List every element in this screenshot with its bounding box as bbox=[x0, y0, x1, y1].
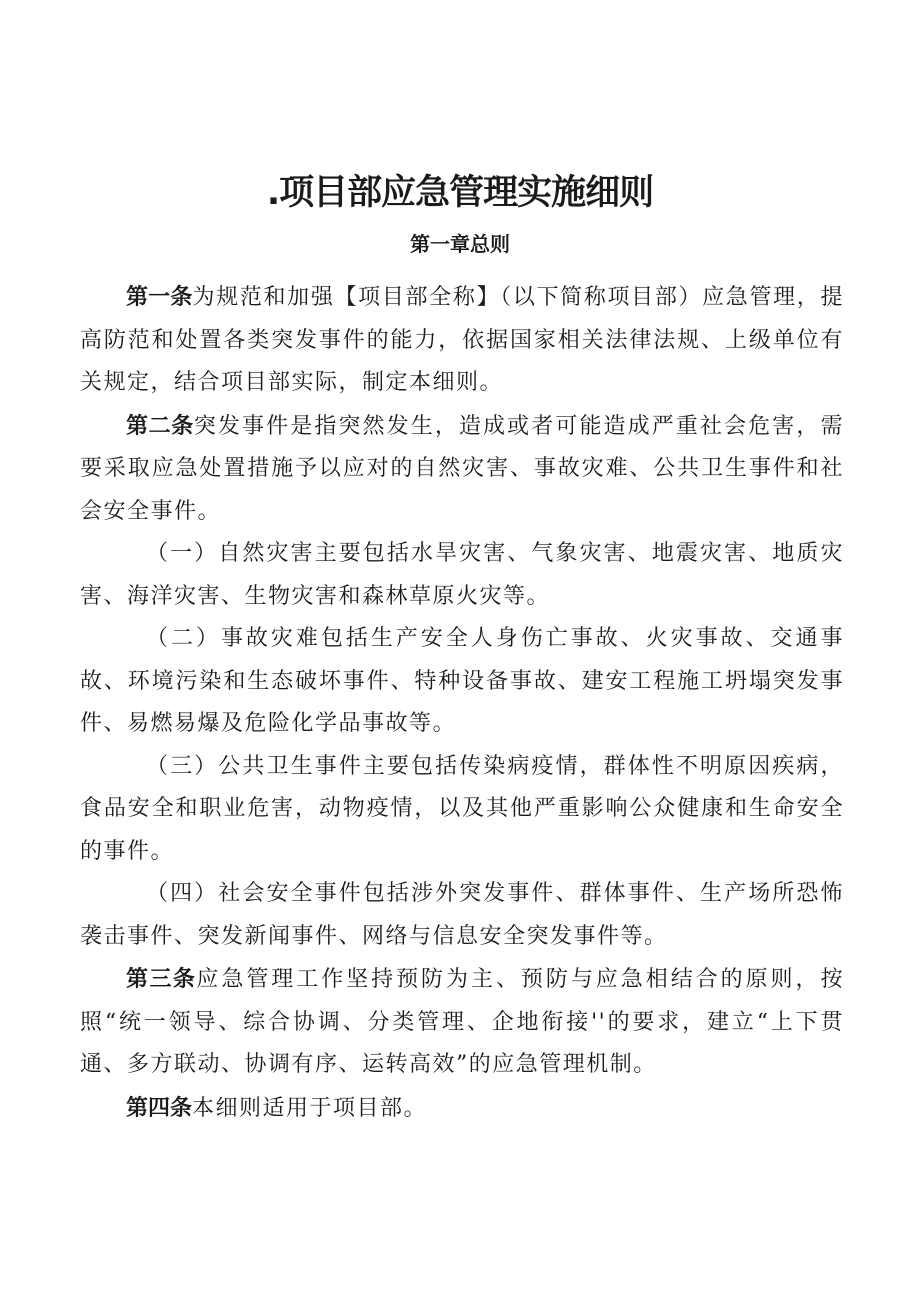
sub-item-text: （一）自然灾害主要包括水旱灾害、气象灾害、地震灾害、地质灾害、海洋灾害、生物灾害和森林草原火灾等。 bbox=[80, 541, 844, 609]
chapter-heading: 第一章总则 bbox=[410, 232, 510, 256]
article-1-paragraph bbox=[80, 276, 844, 405]
article-number: 第四条 bbox=[126, 1094, 193, 1121]
sub-item-paragraph bbox=[80, 533, 844, 618]
article-text: 为规范和加强【项目部全称】（以下简称项目部）应急管理，提高防范和处置各类突发事件的能力，依据国家相关法律法规、上级单位有关规定，结合项目部实际，制定本细则。 bbox=[80, 285, 844, 395]
sub-item-paragraph bbox=[80, 618, 844, 746]
article-number: 第一条 bbox=[126, 284, 193, 310]
article-text: 应急管理工作坚持预防为主、预防与应急相结合的原则，按照“统一领导、综合协调、分类管理、企地衔接''的要求，建立“上下贯通、多方联动、协调有序、运转高效”的应急管理机制。 bbox=[80, 967, 844, 1077]
article-number: 第三条 bbox=[126, 966, 197, 992]
sub-item-text: （四）社会安全事件包括涉外突发事件、群体事件、生产场所恐怖袭击事件、突发新闻事件、网络与信息安全突发事件等。 bbox=[80, 881, 844, 949]
article-number: 第二条 bbox=[126, 412, 194, 439]
article-2-paragraph bbox=[80, 405, 844, 534]
article-3-paragraph bbox=[80, 958, 844, 1087]
article-text: 本细则适用于项目部。 bbox=[192, 1095, 428, 1121]
sub-item-text: （三）公共卫生事件主要包括传染病疫情，群体性不明原因疾病，食品安全和职业危害，动物疫情，以及其他严重影响公众健康和生命安全的事件。 bbox=[80, 753, 844, 864]
sub-item-paragraph bbox=[80, 873, 844, 958]
article-text: 突发事件是指突然发生，造成或者可能造成严重社会危害，需要采取应急处置措施予以应对的自然灾害、事故灾难、公共卫生事件和社会安全事件。 bbox=[80, 413, 844, 524]
document-body bbox=[80, 276, 844, 1130]
document-title: .项目部应急管理实施细则 bbox=[266, 173, 654, 213]
sub-item-text: （二）事故灾难包括生产安全人身伤亡事故、火灾事故、交通事故、环境污染和生态破坏事件、特种设备事故、建安工程施工坍塌突发事件、易燃易爆及危险化学品事故等。 bbox=[80, 626, 844, 736]
sub-item-paragraph bbox=[80, 746, 844, 874]
article-4-paragraph bbox=[80, 1087, 844, 1131]
